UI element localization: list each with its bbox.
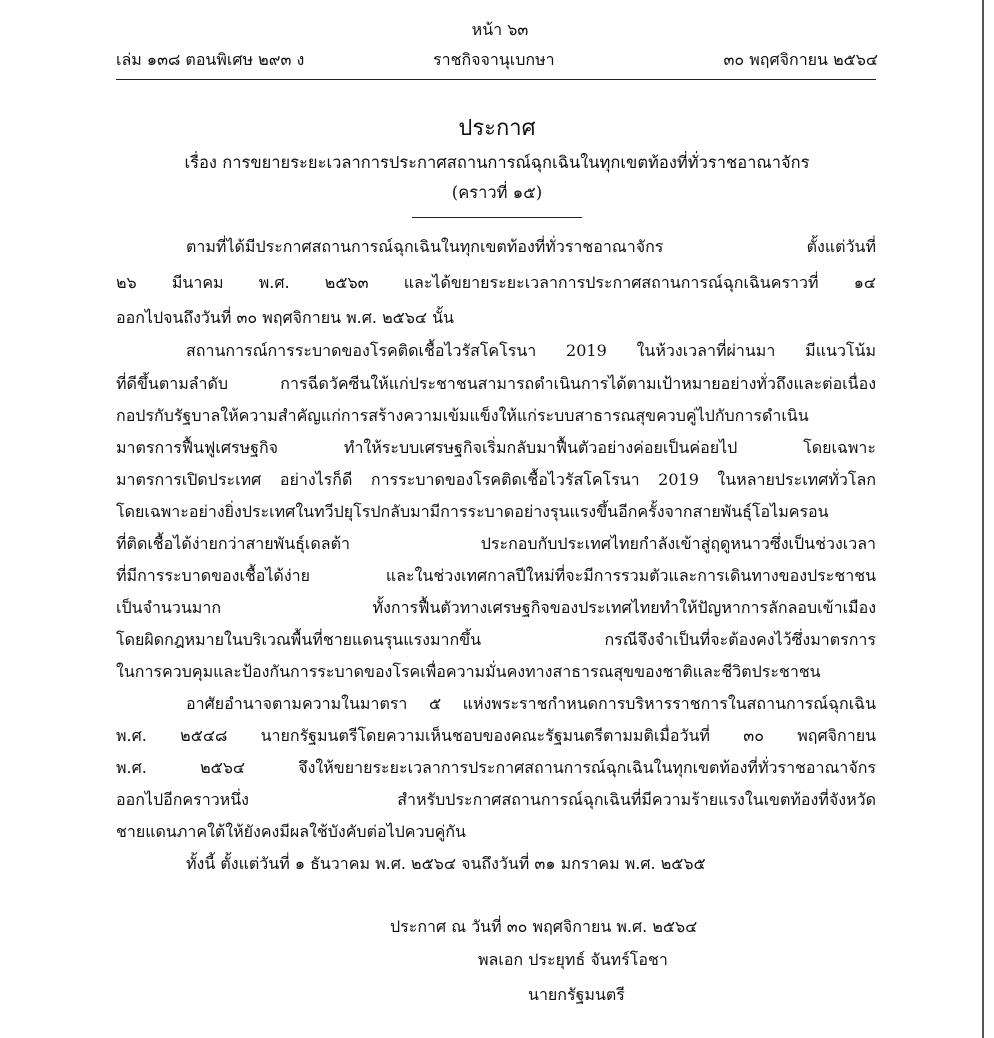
gazette-date: ๓๐ พฤศจิกายน ๒๕๖๔ [723,50,878,69]
signatory-name: พลเอก ประยุทธ์ จันทร์โอชา [478,950,668,969]
body-line: ที่มีการระบาดของเชื้อได้ง่าย และในช่วงเทศกาลปีใหม่ที่จะมีการรวมตัวและการเดินทางของประชาชน [116,566,876,585]
body-line: กอปรกับรัฐบาลให้ความสำคัญแก่การสร้างความเข้มแข็งให้แก่ระบบสาธารณสุขควบคู่ไปกับการดำเนิน [116,406,809,425]
body-line: พ.ศ. ๒๕๖๔ จึงให้ขยายระยะเวลาการประกาศสถานการณ์ฉุกเฉินในทุกเขตท้องที่ทั่วราชอาณาจักร [116,758,876,777]
body-line: ออกไปจนถึงวันที่ ๓๐ พฤศจิกายน พ.ศ. ๒๕๖๔ นั้น [116,308,454,327]
body-line: ที่ดีขึ้นตามลำดับ การฉีดวัคซีนให้แก่ประชาชนสามารถดำเนินการได้ตามเป้าหมายอย่างทั่วถึงและต่อเนื่อง [116,374,876,393]
volume-info: เล่ม ๑๓๘ ตอนพิเศษ ๒๙๓ ง [116,50,305,69]
document-subject-issue: (คราวที่ ๑๕) [451,183,543,202]
title-divider [412,217,582,218]
body-line: ตามที่ได้มีประกาศสถานการณ์ฉุกเฉินในทุกเขตท้องที่ทั่วราชอาณาจักร ตั้งแต่วันที่ [186,237,876,256]
document-subject: เรื่อง การขยายระยะเวลาการประกาศสถานการณ์ฉุกเฉินในทุกเขตท้องที่ทั่วราชอาณาจักร [184,153,810,172]
body-line: ในการควบคุมและป้องกันการระบาดของโรคเพื่อความมั่นคงทางสาธารณสุขของชาติและชีวิตประชาชน [116,662,821,681]
announcement-date: ประกาศ ณ วันที่ ๓๐ พฤศจิกายน พ.ศ. ๒๕๖๔ [390,917,698,936]
body-line: โดยเฉพาะอย่างยิ่งประเทศในทวีปยุโรปกลับมามีการระบาดอย่างรุนแรงขึ้นอีกครั้งจากสายพันธุ์โอไมครอน [116,502,829,521]
body-line: ทั้งนี้ ตั้งแต่วันที่ ๑ ธันวาคม พ.ศ. ๒๕๖๔ จนถึงวันที่ ๓๑ มกราคม พ.ศ. ๒๕๖๕ [186,854,706,873]
signatory-position: นายกรัฐมนตรี [528,985,625,1004]
body-line: อาศัยอำนาจตามความในมาตรา ๕ แห่งพระราชกำหนดการบริหารราชการในสถานการณ์ฉุกเฉิน [186,694,876,713]
body-line: พ.ศ. ๒๕๔๘ นายกรัฐมนตรีโดยความเห็นชอบของคณะรัฐมนตรีตามมติเมื่อวันที่ ๓๐ พฤศจิกายน [116,726,876,745]
body-line: มาตรการฟื้นฟูเศรษฐกิจ ทำให้ระบบเศรษฐกิจเริ่มกลับมาฟื้นตัวอย่างค่อยเป็นค่อยไป โดยเฉพาะ [116,438,876,457]
body-line: ชายแดนภาคใต้ให้ยังคงมีผลใช้บังคับต่อไปควบคู่กัน [116,822,466,841]
body-line: ๒๖ มีนาคม พ.ศ. ๒๕๖๓ และได้ขยายระยะเวลาการประกาศสถานการณ์ฉุกเฉินคราวที่ ๑๔ [116,273,876,292]
body-line: ที่ติดเชื้อได้ง่ายกว่าสายพันธุ์เดลต้า ประกอบกับประเทศไทยกำลังเข้าสู่ฤดูหนาวซึ่งเป็นช่วงเวลา [116,534,876,553]
body-line: สถานการณ์การระบาดของโรคติดเชื้อไวรัสโคโรนา 2019 ในห้วงเวลาที่ผ่านมา มีแนวโน้ม [186,341,876,360]
body-line: เป็นจำนวนมาก ทั้งการฟื้นตัวทางเศรษฐกิจของประเทศไทยทำให้ปัญหาการลักลอบเข้าเมือง [116,598,876,617]
header-divider [116,79,876,80]
document-title: ประกาศ [458,116,536,141]
body-line: มาตรการเปิดประเทศ อย่างไรก็ดี การระบาดของโรคติดเชื้อไวรัสโคโรนา 2019 ในหลายประเทศทั่วโลก [116,470,876,489]
body-line: โดยผิดกฎหมายในบริเวณพื้นที่ชายแดนรุนแรงมากขึ้น กรณีจึงจำเป็นที่จะต้องคงไว้ซึ่งมาตรการ [116,630,876,649]
page-number: หน้า ๖๓ [471,20,529,39]
gazette-name: ราชกิจจานุเบกษา [433,50,555,69]
body-line: ออกไปอีกคราวหนึ่ง สำหรับประกาศสถานการณ์ฉุกเฉินที่มีความร้ายแรงในเขตท้องที่จังหวัด [116,790,876,809]
